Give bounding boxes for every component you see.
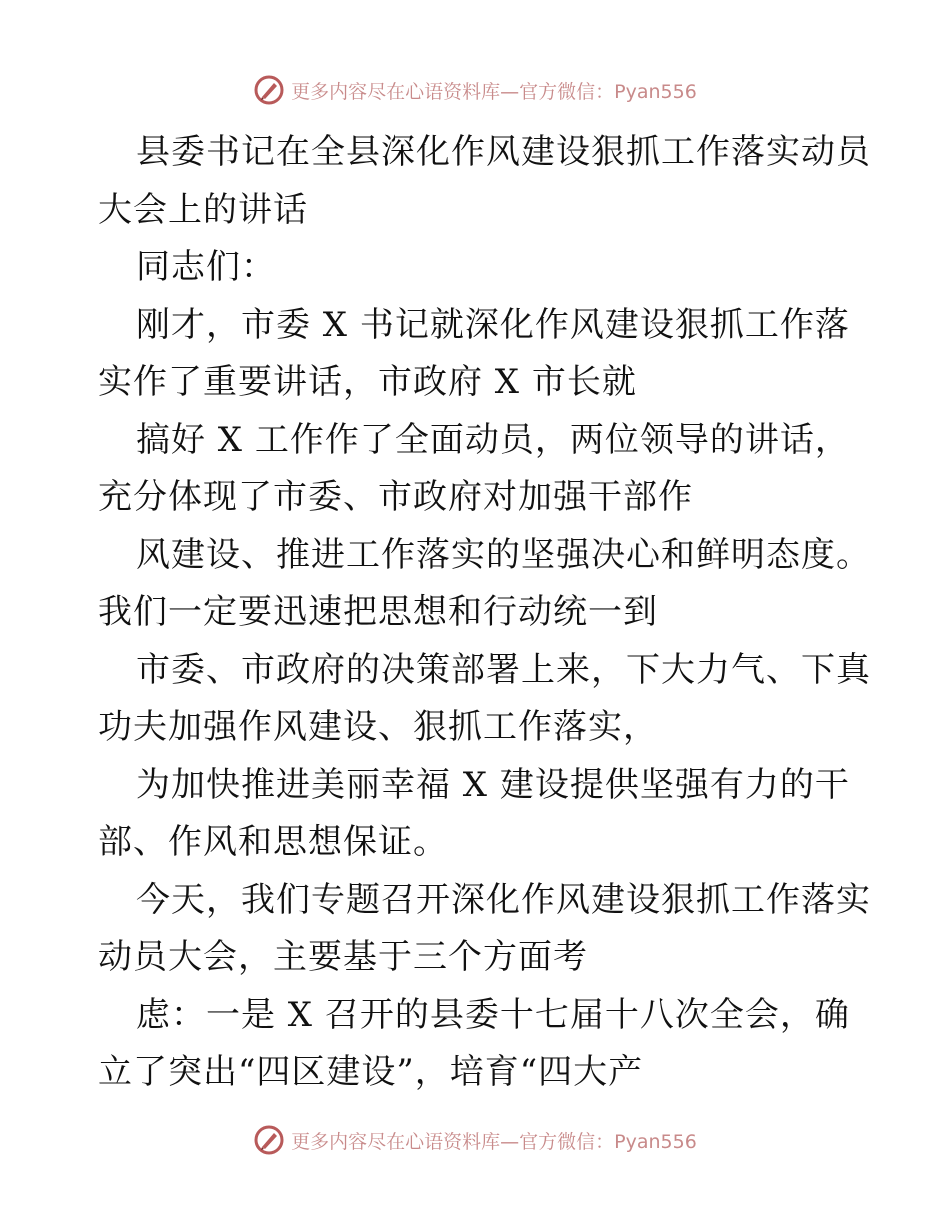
text-line: 功夫加强作风建设、狠抓工作落实， xyxy=(98,707,658,747)
text-line: 刚才，市委 X 书记就深化作风建设狠抓工作落 xyxy=(136,304,850,345)
watermark-text: 更多内容尽在心语资料库—官方微信：Pyan556 xyxy=(291,80,697,103)
text-line: 部、作风和思想保证。 xyxy=(98,822,448,862)
pen-logo-icon xyxy=(253,1124,285,1156)
text-line: 动员大会，主要基于三个方面考 xyxy=(98,937,588,977)
text-line: 实作了重要讲话，市政府 X 市长就 xyxy=(98,362,637,402)
text-line: 县委书记在全县深化作风建设狠抓工作落实动员 xyxy=(136,132,871,172)
text-line: 我们一定要迅速把思想和行动统一到 xyxy=(98,592,658,632)
text-line: 为加快推进美丽幸福 X 建设提供坚强有力的干 xyxy=(136,764,850,805)
text-line: 虑：一是 X 召开的县委十七届十八次全会，确 xyxy=(136,994,850,1035)
text-line: 大会上的讲话 xyxy=(98,189,308,230)
pen-logo-icon xyxy=(253,74,285,106)
text-line: 风建设、推进工作落实的坚强决心和鲜明态度。 xyxy=(136,534,871,575)
text-line: 同志们： xyxy=(136,247,276,287)
text-line: 今天，我们专题召开深化作风建设狠抓工作落实 xyxy=(136,879,871,920)
watermark-text: 更多内容尽在心语资料库—官方微信：Pyan556 xyxy=(291,1130,697,1153)
text-line: 搞好 X 工作作了全面动员，两位领导的讲话， xyxy=(136,419,850,460)
document-body xyxy=(98,124,871,1102)
footer-watermark xyxy=(0,1122,950,1158)
text-line: 市委、市政府的决策部署上来，下大力气、下真 xyxy=(136,649,871,690)
text-line: 充分体现了市委、市政府对加强干部作 xyxy=(98,477,693,517)
text-line: 立了突出“四区建设”，培育“四大产 xyxy=(98,1052,644,1092)
header-watermark xyxy=(0,72,950,108)
